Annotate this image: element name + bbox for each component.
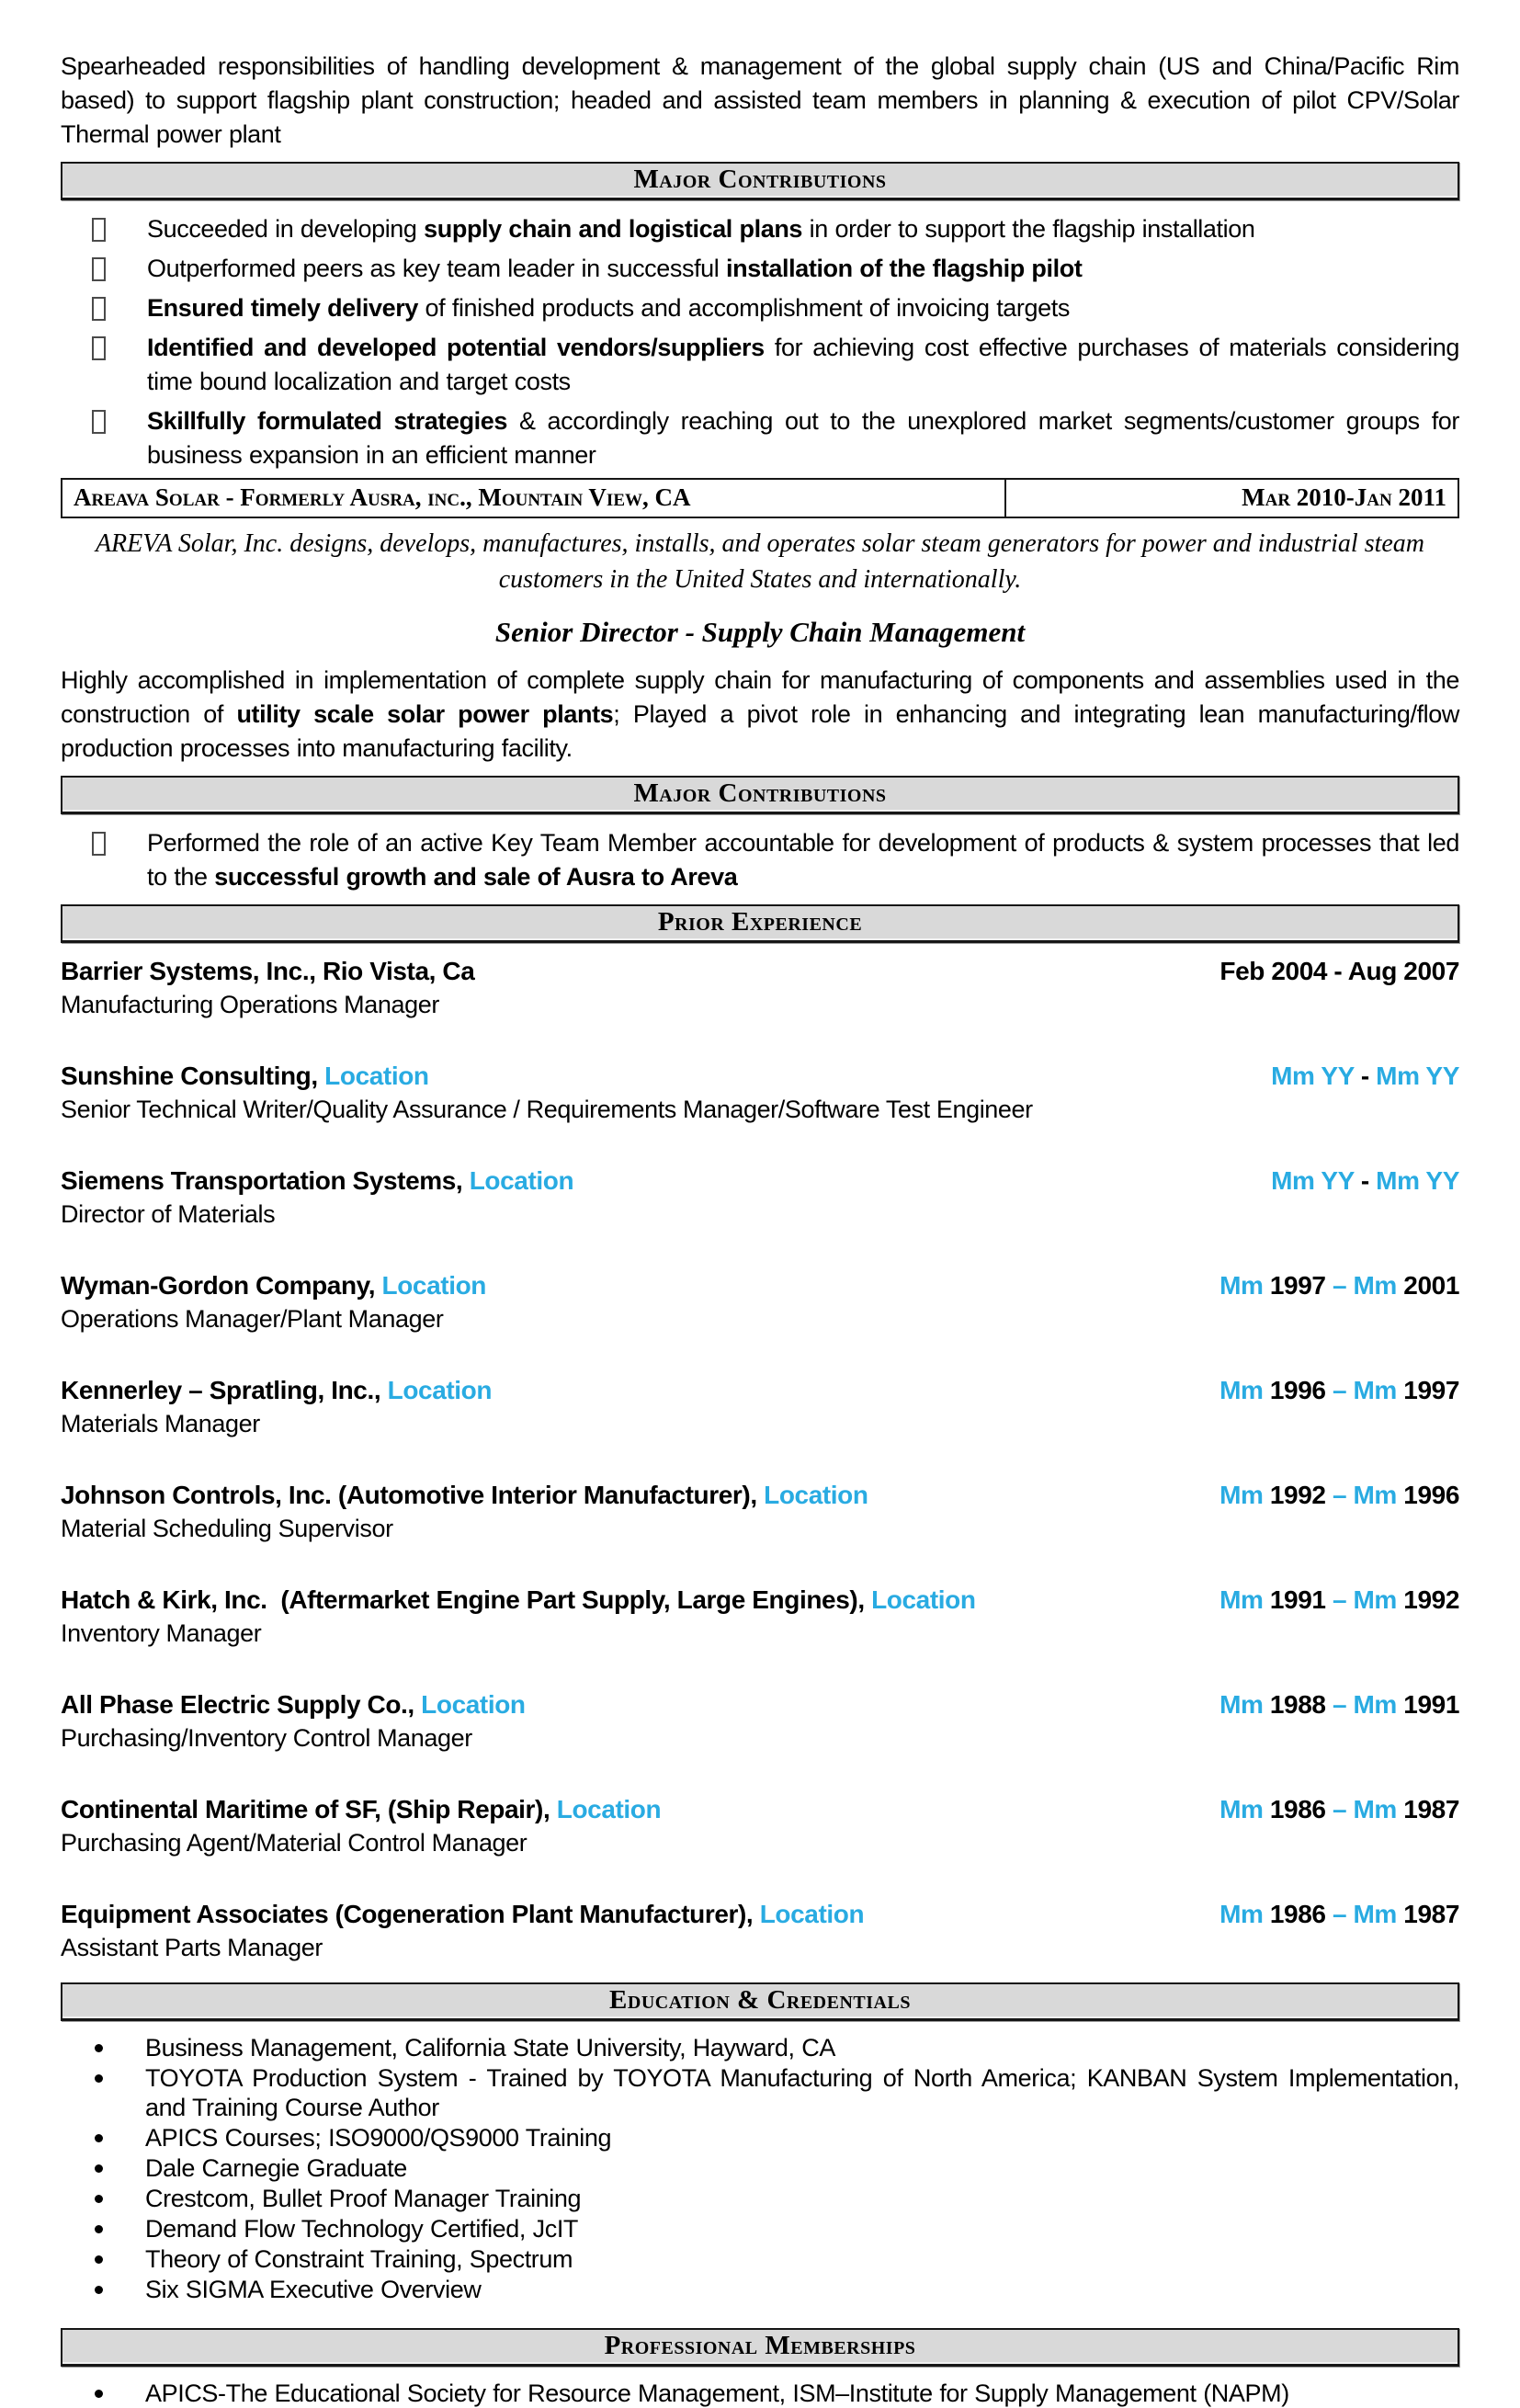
text-segment: Skillfully formulated strategies [147, 407, 508, 435]
major-contributions-list-1 [61, 212, 1459, 472]
dot-bullet-icon [95, 2390, 103, 2398]
list-item-text: TOYOTA Production System - Trained by TOYOTA Manufacturing of North America; KANBAN System Implementation, and Training Course Author [145, 2064, 1459, 2121]
experience-company [61, 1898, 864, 1931]
text-segment: installation of the flagship pilot [726, 255, 1083, 282]
experience-company [61, 1060, 429, 1093]
text-segment: – Mm [1332, 1481, 1397, 1509]
contribution-text [147, 212, 1459, 246]
employer-name: Areava Solar - Formerly Ausra, inc., Mountain View, CA [62, 480, 1006, 517]
experience-company [61, 1374, 492, 1407]
text-segment: – Mm [1332, 1690, 1397, 1719]
list-item [61, 2063, 1459, 2122]
text-segment: & accordingly reaching out to the unexplored market segments/customer groups for business expansion in an efficient manner [147, 407, 1459, 469]
experience-entry [61, 1374, 1459, 1440]
box-bullet-icon [92, 218, 106, 242]
major-contributions-list-2 [61, 826, 1459, 894]
text-segment: Mm YY [1271, 1062, 1355, 1090]
text-segment: Barrier Systems, Inc., Rio Vista, Ca [61, 957, 475, 985]
text-segment: Ensured timely delivery [147, 294, 418, 322]
experience-entry [61, 1164, 1459, 1231]
experience-header-row [61, 1374, 1459, 1407]
job-title: Senior Director - Supply Chain Management [494, 616, 1026, 648]
text-segment: 2001 [1396, 1271, 1459, 1300]
contribution-item [61, 331, 1459, 399]
text-segment: Johnson Controls, Inc. (Automotive Interior Manufacturer), [61, 1481, 757, 1509]
text-segment: – Mm [1332, 1271, 1397, 1300]
experience-job-title: Materials Manager [61, 1410, 260, 1437]
text-segment: 1996 [1263, 1376, 1333, 1404]
text-segment: Wyman-Gordon Company, [61, 1271, 376, 1300]
text-segment: Mm [1219, 1795, 1264, 1823]
contribution-item [61, 404, 1459, 472]
list-item [61, 2123, 1459, 2152]
contribution-item [61, 252, 1459, 286]
experience-entry [61, 1060, 1459, 1126]
list-item [61, 2275, 1459, 2304]
contribution-item [61, 826, 1459, 894]
text-segment: Mm [1219, 1585, 1264, 1614]
text-segment: 1997 [1396, 1376, 1459, 1404]
text-segment: Location [462, 1166, 574, 1195]
list-item [61, 2244, 1459, 2274]
section-header-label: Professional Memberships [604, 2331, 916, 2360]
box-bullet-icon [92, 257, 106, 281]
text-segment: 1991 [1263, 1585, 1333, 1614]
experience-job-title: Senior Technical Writer/Quality Assurance / Requirements Manager/Software Test Engineer [61, 1096, 1033, 1123]
experience-job-title: Inventory Manager [61, 1619, 262, 1647]
text-segment: Mm YY [1271, 1166, 1355, 1195]
text-segment: utility scale solar power plants [236, 700, 614, 728]
text-segment: of finished products and accomplishment of invoicing targets [417, 294, 1070, 322]
experience-list [61, 955, 1459, 1964]
text-segment: 1996 [1396, 1481, 1459, 1509]
education-list [61, 2033, 1459, 2304]
experience-dates [1219, 1479, 1459, 1512]
list-item-text: Dale Carnegie Graduate [145, 2154, 407, 2182]
employer-dates: Mar 2010-Jan 2011 [1242, 483, 1446, 511]
experience-job-title: Material Scheduling Supervisor [61, 1515, 393, 1542]
experience-job-title: Operations Manager/Plant Manager [61, 1305, 444, 1333]
experience-entry [61, 1584, 1459, 1650]
list-item-text: Crestcom, Bullet Proof Manager Training [145, 2185, 582, 2212]
text-segment: Performed the role of an active Key Team Member accountable for development of products & system processes that led to the [147, 829, 1459, 891]
experience-job-title: Manufacturing Operations Manager [61, 991, 439, 1018]
text-segment: Location [414, 1690, 526, 1719]
experience-dates [1219, 1898, 1459, 1931]
text-segment: – Mm [1332, 1795, 1397, 1823]
section-header-memberships [61, 2328, 1459, 2367]
text-segment: Mm YY [1376, 1062, 1459, 1090]
text-segment: Mm [1219, 1900, 1264, 1928]
experience-job-title: Purchasing/Inventory Control Manager [61, 1724, 472, 1752]
text-segment: Spearheaded responsibilities of handling development & management of the global supply chain (US and China/Pacific Rim based) to support flagship plant construction; headed and assisted team members in planning & execution of pilot CPV/Solar Thermal power plant [61, 52, 1459, 148]
dot-bullet-icon [95, 2255, 103, 2264]
text-segment: Succeeded in developing [147, 215, 425, 243]
experience-dates [1271, 1060, 1459, 1093]
section-header-major-contributions-2 [61, 776, 1459, 814]
employer-banner [61, 478, 1459, 518]
section-header-major-contributions-1 [61, 162, 1459, 200]
text-segment: Highly accomplished in implementation of complete supply chain for manufacturing of components and assemblies used in the construction of [61, 666, 1459, 728]
experience-header-row [61, 1688, 1459, 1721]
section-header-label: Education & Credentials [609, 1985, 911, 2015]
contribution-text [147, 252, 1459, 286]
experience-company [61, 955, 474, 988]
text-segment: – Mm [1332, 1585, 1397, 1614]
text-segment: Siemens Transportation Systems, [61, 1166, 463, 1195]
dot-bullet-icon [95, 2074, 103, 2083]
text-segment: 1991 [1396, 1690, 1459, 1719]
text-segment: Kennerley – Spratling, Inc., [61, 1376, 381, 1404]
text-segment: Feb 2004 - Aug 2007 [1219, 957, 1459, 985]
text-segment: 1988 [1263, 1690, 1333, 1719]
experience-header-row [61, 1060, 1459, 1093]
experience-header-row [61, 1584, 1459, 1617]
text-segment: Mm YY [1376, 1166, 1459, 1195]
experience-dates [1219, 1584, 1459, 1617]
experience-header-row [61, 955, 1459, 988]
text-segment: – Mm [1332, 1900, 1397, 1928]
experience-company [61, 1164, 573, 1198]
text-segment: Mm [1219, 1481, 1264, 1509]
text-segment: Location [753, 1900, 865, 1928]
text-segment: in order to support the flagship installation [802, 215, 1255, 243]
memberships-list [61, 2379, 1459, 2408]
experience-header-row [61, 1164, 1459, 1198]
contribution-text [147, 291, 1459, 325]
text-segment: Location [756, 1481, 868, 1509]
text-segment: Location [375, 1271, 486, 1300]
text-segment: Mm [1219, 1690, 1264, 1719]
list-item [61, 2214, 1459, 2243]
dot-bullet-icon [95, 2286, 103, 2294]
contribution-text [147, 331, 1459, 399]
intro-paragraph [61, 50, 1459, 152]
experience-entry [61, 1269, 1459, 1335]
experience-company [61, 1479, 868, 1512]
text-segment: Equipment Associates (Cogeneration Plant Manufacturer), [61, 1900, 754, 1928]
contribution-text [147, 826, 1459, 894]
experience-entry [61, 1898, 1459, 1964]
experience-dates [1271, 1164, 1459, 1198]
text-segment: 1992 [1396, 1585, 1459, 1614]
text-segment: Location [380, 1376, 493, 1404]
experience-entry [61, 1479, 1459, 1545]
text-segment: Outperformed peers as key team leader in successful [147, 255, 727, 282]
text-segment: 1986 [1263, 1795, 1333, 1823]
list-item [61, 2033, 1459, 2062]
section-header-label: Prior Experience [657, 907, 863, 937]
text-segment: Mm [1219, 1271, 1264, 1300]
list-item-text: APICS-The Educational Society for Resource Management, ISM–Institute for Supply Management (NAPM) [145, 2380, 1289, 2407]
text-segment: 1987 [1396, 1900, 1459, 1928]
contribution-item [61, 212, 1459, 246]
list-item-text: Demand Flow Technology Certified, JcIT [145, 2215, 579, 2243]
dot-bullet-icon [95, 2164, 103, 2173]
text-segment: Location [864, 1585, 976, 1614]
text-segment: 1992 [1263, 1481, 1333, 1509]
text-segment: Sunshine Consulting, [61, 1062, 318, 1090]
experience-job-title: Assistant Parts Manager [61, 1934, 323, 1961]
experience-entry [61, 955, 1459, 1021]
experience-dates [1219, 955, 1459, 988]
text-segment: - [1354, 1166, 1377, 1195]
dot-bullet-icon [95, 2225, 103, 2233]
text-segment: 1987 [1396, 1795, 1459, 1823]
dot-bullet-icon [95, 2044, 103, 2052]
experience-company [61, 1269, 486, 1302]
experience-job-title: Purchasing Agent/Material Control Manager [61, 1829, 527, 1857]
experience-dates [1219, 1793, 1459, 1826]
experience-header-row [61, 1479, 1459, 1512]
text-segment: - [1354, 1062, 1377, 1090]
contribution-text [147, 404, 1459, 472]
list-item-text: APICS Courses; ISO9000/QS9000 Training [145, 2124, 612, 2152]
text-segment: Identified and developed potential vendors/suppliers [147, 334, 765, 361]
employer-description: AREVA Solar, Inc. designs, develops, manufactures, installs, and operates solar steam generators for power and industrial steam customers in the United States and internationally. [95, 529, 1425, 594]
list-item-text: Six SIGMA Executive Overview [145, 2276, 482, 2303]
experience-dates [1219, 1374, 1459, 1407]
experience-dates [1219, 1269, 1459, 1302]
text-segment: successful growth and sale of Ausra to Areva [214, 863, 738, 891]
text-segment: Hatch & Kirk, Inc. (Aftermarket Engine Part Supply, Large Engines), [61, 1585, 865, 1614]
experience-entry [61, 1793, 1459, 1859]
contribution-item [61, 291, 1459, 325]
text-segment: Location [317, 1062, 429, 1090]
text-segment: 1997 [1263, 1271, 1333, 1300]
section-header-education [61, 1982, 1459, 2021]
dot-bullet-icon [95, 2134, 103, 2142]
text-segment: for achieving cost effective purchases of materials considering time bound localization and target costs [147, 334, 1459, 395]
text-segment: Continental Maritime of SF, (Ship Repair), [61, 1795, 550, 1823]
text-segment: Location [550, 1795, 662, 1823]
box-bullet-icon [92, 832, 106, 856]
experience-header-row [61, 1269, 1459, 1302]
experience-company [61, 1584, 976, 1617]
experience-company [61, 1688, 526, 1721]
experience-job-title: Director of Materials [61, 1200, 276, 1228]
section-header-prior-experience [61, 904, 1459, 943]
text-segment: 1986 [1263, 1900, 1333, 1928]
text-segment: supply chain and logistical plans [424, 215, 803, 243]
list-item [61, 2184, 1459, 2213]
experience-header-row [61, 1793, 1459, 1826]
dot-bullet-icon [95, 2195, 103, 2203]
experience-entry [61, 1688, 1459, 1755]
list-item [61, 2153, 1459, 2183]
list-item-text: Theory of Constraint Training, Spectrum [145, 2245, 573, 2273]
box-bullet-icon [92, 410, 106, 434]
text-segment: ; Played a pivot role in enhancing and integrating lean manufacturing/flow production processes into manufacturing facility. [61, 700, 1459, 762]
experience-header-row [61, 1898, 1459, 1931]
box-bullet-icon [92, 297, 106, 321]
text-segment: Mm [1219, 1376, 1264, 1404]
section-header-label: Major Contributions [633, 778, 887, 808]
text-segment: – Mm [1332, 1376, 1397, 1404]
list-item-text: Business Management, California State University, Hayward, CA [145, 2034, 835, 2062]
summary-paragraph [61, 664, 1459, 766]
text-segment: All Phase Electric Supply Co., [61, 1690, 414, 1719]
experience-dates [1219, 1688, 1459, 1721]
section-header-label: Major Contributions [633, 165, 887, 194]
experience-company [61, 1793, 661, 1826]
list-item [61, 2379, 1459, 2408]
box-bullet-icon [92, 336, 106, 360]
